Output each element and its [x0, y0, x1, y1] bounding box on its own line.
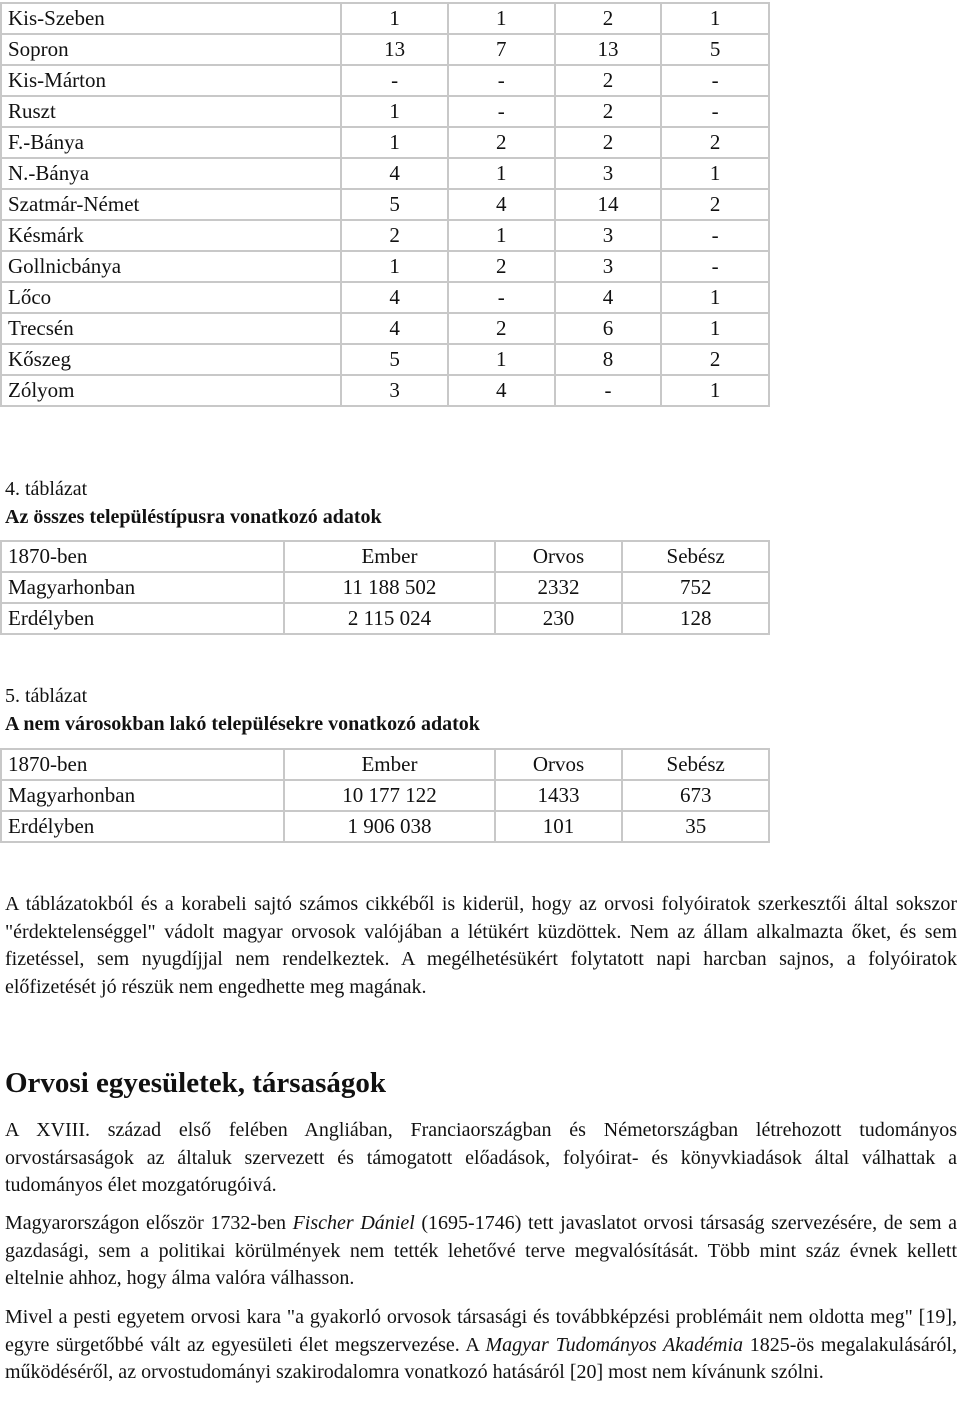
row-label-cell: Erdélyben — [1, 603, 284, 634]
value-cell: 2 — [341, 220, 448, 251]
value-cell: 1 — [661, 282, 769, 313]
value-cell: 5 — [341, 344, 448, 375]
header-cell: 1870-ben — [1, 541, 284, 572]
paragraph-pest-text-1: Mivel a pesti egyetem orvosi kara "a gyakorló orvosok társasági és továbbképzési problémáit nem oldotta meg" [19], egyre sürgetőbbé vált az egyesületi élet megszervezése. A — [5, 1306, 957, 1356]
table-row — [1, 251, 769, 282]
value-cell: 3 — [555, 158, 662, 189]
value-cell: 1 — [448, 344, 555, 375]
value-cell: 1 — [341, 251, 448, 282]
paragraph-fischer-text-1: Magyarországon először 1732-ben — [5, 1212, 293, 1234]
value-cell: 8 — [555, 344, 662, 375]
row-label-cell: N.-Bánya — [1, 158, 341, 189]
table-row — [1, 282, 769, 313]
value-cell: - — [448, 282, 555, 313]
paragraph-pest-text-2: 1825-ös megalakulásáról, működéséről, az orvostudományi szakirodalomra vonatkozó hatásáról [20] most nem kívánunk szólni. — [5, 1333, 957, 1383]
table5-caption — [5, 682, 480, 738]
value-cell: - — [661, 96, 769, 127]
row-label-cell: Trecsén — [1, 313, 341, 344]
table-row — [1, 220, 769, 251]
value-cell: 1 — [341, 96, 448, 127]
value-cell: 3 — [341, 375, 448, 406]
row-label-cell: Kőszeg — [1, 344, 341, 375]
table-row — [1, 65, 769, 96]
value-cell: 3 — [555, 220, 662, 251]
table-row — [1, 189, 769, 220]
value-cell: 2 — [555, 65, 662, 96]
header-cell: Ember — [284, 749, 494, 780]
header-row — [1, 749, 769, 780]
row-label-cell: Magyarhonban — [1, 572, 284, 603]
value-cell: 2 — [661, 344, 769, 375]
value-cell: 2 — [448, 251, 555, 282]
row-label-cell: Kis-Márton — [1, 65, 341, 96]
value-cell: 128 — [622, 603, 769, 634]
value-cell: 752 — [622, 572, 769, 603]
value-cell: 7 — [448, 34, 555, 65]
value-cell: 4 — [341, 313, 448, 344]
paragraph-fischer-name: Fischer Dániel — [292, 1212, 415, 1234]
value-cell: 673 — [622, 780, 769, 811]
value-cell: 4 — [341, 282, 448, 313]
value-cell: - — [448, 65, 555, 96]
row-label-cell: Magyarhonban — [1, 780, 284, 811]
table4-number: 4. táblázat — [5, 478, 88, 500]
value-cell: 4 — [555, 282, 662, 313]
value-cell: 4 — [448, 375, 555, 406]
value-cell: 2 — [555, 3, 662, 34]
value-cell: 2 — [661, 189, 769, 220]
row-label-cell: Erdélyben — [1, 811, 284, 842]
header-cell: Ember — [284, 541, 494, 572]
table-row — [1, 811, 769, 842]
header-cell: Orvos — [495, 749, 623, 780]
value-cell: 1 906 038 — [284, 811, 494, 842]
value-cell: 1 — [661, 313, 769, 344]
row-label-cell: F.-Bánya — [1, 127, 341, 158]
value-cell: 35 — [622, 811, 769, 842]
value-cell: 6 — [555, 313, 662, 344]
table-row — [1, 780, 769, 811]
value-cell: 1 — [448, 3, 555, 34]
value-cell: 1433 — [495, 780, 623, 811]
value-cell: 1 — [661, 3, 769, 34]
row-label-cell: Zólyom — [1, 375, 341, 406]
table5 — [0, 748, 770, 843]
value-cell: 14 — [555, 189, 662, 220]
value-cell: 2 — [555, 96, 662, 127]
paragraph-tables-summary: A táblázatokból és a korabeli sajtó számos cikkéből is kiderül, hogy az orvosi folyóiratok szerkesztői által sokszor "érdektelenséggel" vádolt magyar orvosok valójában a létükért küzdöttek. Nem az állam alkalmazta őket, és sem fizetéssel, sem nyugdíjjal nem rendelkeztek. A megélhetésükért folytatott napi harcban sajnos, a folyóiratok előfizetését jó részük nem engedhette meg magának. — [5, 893, 957, 998]
settlement-table — [0, 2, 770, 407]
table4-caption — [5, 475, 382, 531]
header-cell: Orvos — [495, 541, 623, 572]
value-cell: - — [555, 375, 662, 406]
row-label-cell: Sopron — [1, 34, 341, 65]
row-label-cell: Lőco — [1, 282, 341, 313]
paragraph-pest-academy: Magyar Tudományos Akadémia — [485, 1333, 744, 1356]
value-cell: 1 — [661, 375, 769, 406]
value-cell: 1 — [341, 3, 448, 34]
value-cell: 2332 — [495, 572, 623, 603]
paragraph-18th-century: A XVIII. század első felében Angliában, Franciaországban és Németországban létrehozott tudományos orvostársaságok az általuk szervezett és támogatott előadások, folyóirat- és könyvkiadások által válhattak a tudományos élet mozgatórugóivá. — [5, 1119, 957, 1196]
value-cell: 13 — [555, 34, 662, 65]
value-cell: 13 — [341, 34, 448, 65]
value-cell: 1 — [661, 158, 769, 189]
value-cell: 4 — [448, 189, 555, 220]
value-cell: - — [448, 96, 555, 127]
value-cell: 2 115 024 — [284, 603, 494, 634]
table-row — [1, 34, 769, 65]
paragraph-pest-university — [5, 1304, 957, 1387]
table-row — [1, 572, 769, 603]
value-cell: 5 — [661, 34, 769, 65]
table-row — [1, 158, 769, 189]
table-row — [1, 96, 769, 127]
value-cell: 5 — [341, 189, 448, 220]
table4-title: Az összes településtípusra vonatkozó adatok — [5, 506, 382, 528]
table5-number: 5. táblázat — [5, 685, 88, 707]
section-heading: Orvosi egyesületek, társaságok — [5, 1067, 386, 1099]
table4 — [0, 540, 770, 635]
value-cell: 4 — [341, 158, 448, 189]
value-cell: 2 — [661, 127, 769, 158]
table-row — [1, 603, 769, 634]
row-label-cell: Ruszt — [1, 96, 341, 127]
value-cell: - — [341, 65, 448, 96]
table5-title: A nem városokban lakó településekre vonatkozó adatok — [5, 713, 480, 735]
header-cell: Sebész — [622, 749, 769, 780]
value-cell: 10 177 122 — [284, 780, 494, 811]
table-row — [1, 127, 769, 158]
value-cell: 101 — [495, 811, 623, 842]
table-row — [1, 313, 769, 344]
table-row — [1, 375, 769, 406]
row-label-cell: Késmárk — [1, 220, 341, 251]
value-cell: 3 — [555, 251, 662, 282]
value-cell: 1 — [341, 127, 448, 158]
value-cell: 2 — [448, 127, 555, 158]
header-cell: Sebész — [622, 541, 769, 572]
value-cell: 230 — [495, 603, 623, 634]
row-label-cell: Gollnicbánya — [1, 251, 341, 282]
value-cell: 1 — [448, 158, 555, 189]
paragraph-fischer-text-2: (1695-1746) tett javaslatot orvosi társaság szervezésére, de sem a gazdasági, sem a politikai körülmények nem tették lehetővé terve megvalósítását. Több mint száz évnek kellett eltelnie ahhoz, hogy álma valóra válhasson. — [5, 1212, 958, 1289]
row-label-cell: Kis-Szeben — [1, 3, 341, 34]
value-cell: 11 188 502 — [284, 572, 494, 603]
header-row — [1, 541, 769, 572]
value-cell: 1 — [448, 220, 555, 251]
header-cell: 1870-ben — [1, 749, 284, 780]
paragraph-fischer — [5, 1210, 957, 1293]
table-row — [1, 344, 769, 375]
value-cell: - — [661, 65, 769, 96]
value-cell: 2 — [555, 127, 662, 158]
row-label-cell: Szatmár-Német — [1, 189, 341, 220]
value-cell: 2 — [448, 313, 555, 344]
table-row — [1, 3, 769, 34]
value-cell: - — [661, 220, 769, 251]
value-cell: - — [661, 251, 769, 282]
